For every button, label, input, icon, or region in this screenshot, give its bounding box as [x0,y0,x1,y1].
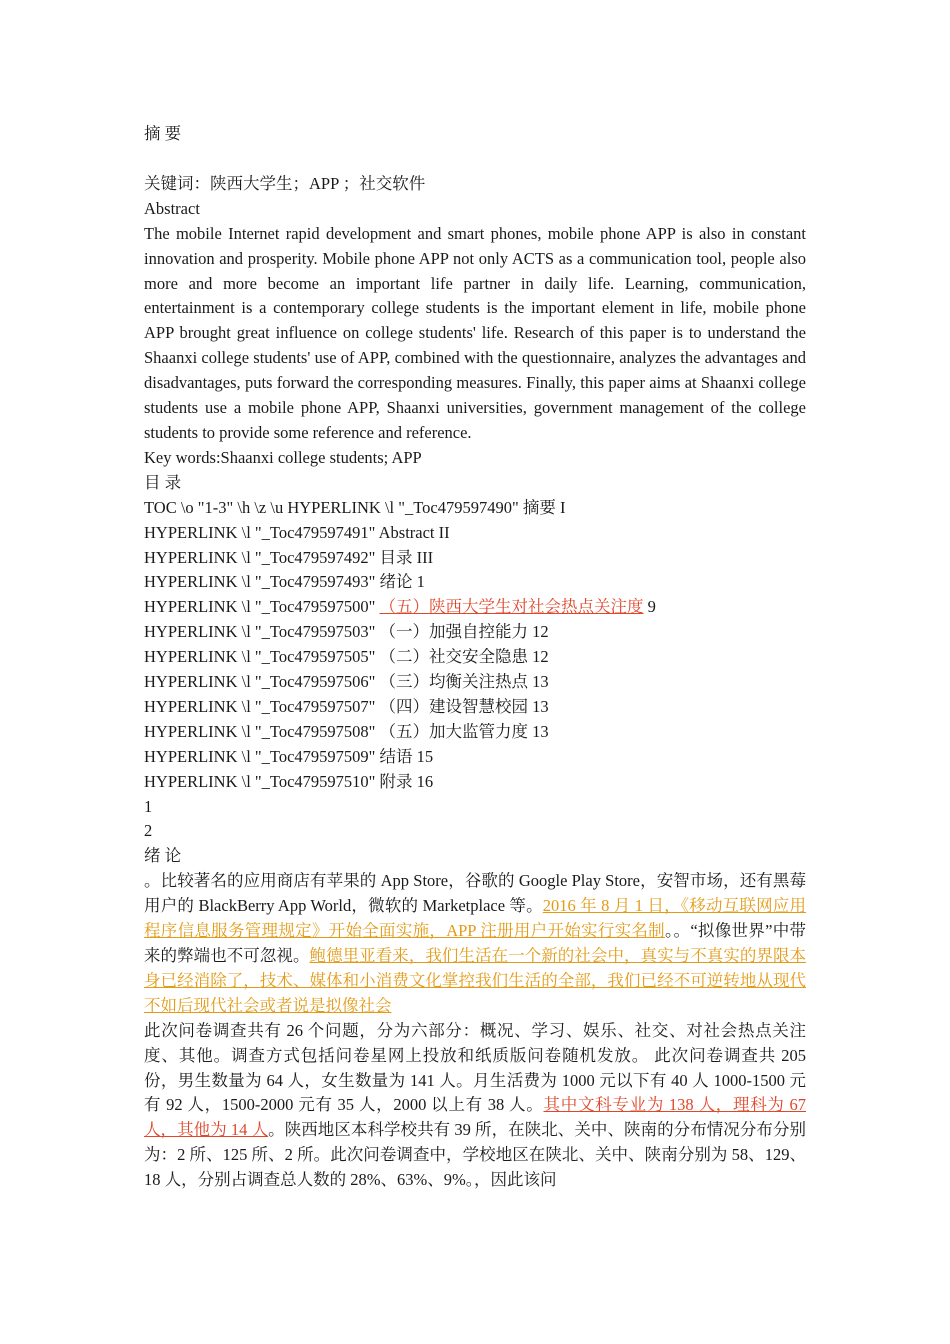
keywords-cn: 关键词：陕西大学生；APP ；社交软件 [144,173,426,193]
highlighted-text: 鲍德里亚看来，我们生活在一个新的社会中，真实与不真实的界限本身已经消除了，技术、媒体和小消费文化掌控我们生活的全部，我们已经不可逆转地从现代不如后现代社会或者说是拟像社会 [144,946,807,1015]
toc-field-code: HYPERLINK \l "_Toc479597508" [144,721,380,741]
toc-field-code: HYPERLINK \l "_Toc479597509" [144,746,380,766]
toc-entry-text: 结语 15 [379,746,434,766]
table-of-contents [144,496,806,795]
toc-entry-text: 绪论 1 [379,572,425,592]
toc-entry[interactable] [144,620,806,645]
page-number: 2 [144,821,153,841]
toc-field-code: HYPERLINK \l "_Toc479597506" [144,672,380,692]
toc-entry[interactable] [144,695,806,720]
body-text: 。陕西地区本科学校共有 39 所，在陕北、关中、陕南的分布情况分布分别为：2 所、125 所、2 所。此次问卷调查中，学校地区在陕北、关中、陕南分别为 58、129、18 人，分别占调查总人数的 28%、63%、9%。，因此该问 [144,1120,807,1190]
intro-heading: 绪 论 [144,846,182,866]
toc-entry[interactable] [144,770,806,795]
body-text: 。比较著名的应用商店有苹果的 App Store，谷歌的 Google Play Store，安智市场，还有黑莓用户的 BlackBerry App World，微软的 Marketplace 等。 [144,871,806,916]
toc-hyperlink[interactable]: （五）陕西大学生对社会热点关注度 [379,597,644,617]
toc-field-code: HYPERLINK \l "_Toc479597492" [144,547,380,567]
toc-field-code: HYPERLINK \l "_Toc479597491" [144,522,379,542]
abstract-cn-heading: 摘 要 [144,124,182,143]
toc-entry[interactable] [144,645,806,670]
toc-entry-text: 目录 III [379,547,434,567]
toc-entry-text: 9 [643,597,656,617]
toc-entry-text: 摘要 I [522,497,566,517]
toc-entry-text: （三）均衡关注热点 13 [379,672,549,692]
document-page [144,122,806,1193]
highlighted-text: 其中文科专业为 138 人，理科为 67 人，其他为 14 人 [144,1095,807,1140]
toc-entry[interactable] [144,595,806,620]
toc-field-code: HYPERLINK \l "_Toc479597505" [144,647,380,667]
abstract-en-heading: Abstract [144,198,200,218]
toc-entry[interactable] [144,670,806,695]
body-text: 。。“拟像世界”中带来的弊端也不可忽视。 [144,921,806,965]
toc-entry[interactable] [144,546,806,571]
highlighted-text: 2016 年 8 月 1 日，《移动互联网应用程序信息服务管理规定》开始全面实施，APP 注册用户开始实行实名制 [144,896,807,941]
toc-entry-text: （五）加大监管力度 13 [379,721,549,741]
toc-entry-text: （一）加强自控能力 12 [379,622,549,642]
toc-field-code: HYPERLINK \l "_Toc479597493" [144,572,380,592]
toc-entry-text: 附录 16 [379,771,434,791]
toc-heading: 目 录 [144,472,182,492]
toc-field-code: HYPERLINK \l "_Toc479597500" [144,597,380,617]
abstract-en-text: The mobile Internet rapid development and smart phones, mobile phone APP is also in constant innovation and prosperity. Mobile phone APP not only ACTS as a communication tool, people also more and more become an important life partner in daily life. Learning, communication, entertainment is a contemporary college students is the important element in life, mobile phone APP brought great influence on college students' life. Research of this paper is to understand the Shaanxi college students' use of APP, combined with the questionnaire, analyzes the advantages and disadvantages, puts forward the corresponding measures. Finally, this paper aims at Shaanxi college students use a mobile phone APP, Shaanxi universities, government management of the college students to provide some reference and reference. [144,223,806,442]
toc-entry[interactable] [144,570,806,595]
toc-field-code: HYPERLINK \l "_Toc479597503" [144,622,380,642]
body-text: 此次问卷调查共有 26 个问题，分为六部分：概况、学习、娱乐、社交、对社会热点关注度、其他。调查方式包括问卷星网上投放和纸质版问卷随机发放。 此次问卷调查共 205 份，男生数量为 64 人，女生数量为 141 人。月生活费为 1000 元以下有 40 人 1000-1500 元有 92 人，1500-2000 元有 35 人，2000 以上有 38 人。 [144,1020,806,1115]
toc-field-code: HYPERLINK \l "_Toc479597507" [144,696,380,716]
keywords-en: Key words:Shaanxi college students; APP [144,447,422,467]
toc-entry[interactable] [144,720,806,745]
toc-field-code: TOC \o "1-3" \h \z \u HYPERLINK \l "_Toc479597490" [144,497,523,517]
toc-entry[interactable] [144,496,806,521]
toc-entry[interactable] [144,745,806,770]
toc-entry-text: （二）社交安全隐患 12 [379,647,549,667]
toc-field-code: HYPERLINK \l "_Toc479597510" [144,771,380,791]
toc-entry[interactable] [144,521,806,546]
toc-entry-text: Abstract II [378,522,450,542]
page-number: 1 [144,796,153,816]
intro-paragraph-2 [144,1019,806,1193]
spacer [144,147,806,172]
intro-paragraph-1 [144,869,806,1018]
toc-entry-text: （四）建设智慧校园 13 [379,696,549,716]
